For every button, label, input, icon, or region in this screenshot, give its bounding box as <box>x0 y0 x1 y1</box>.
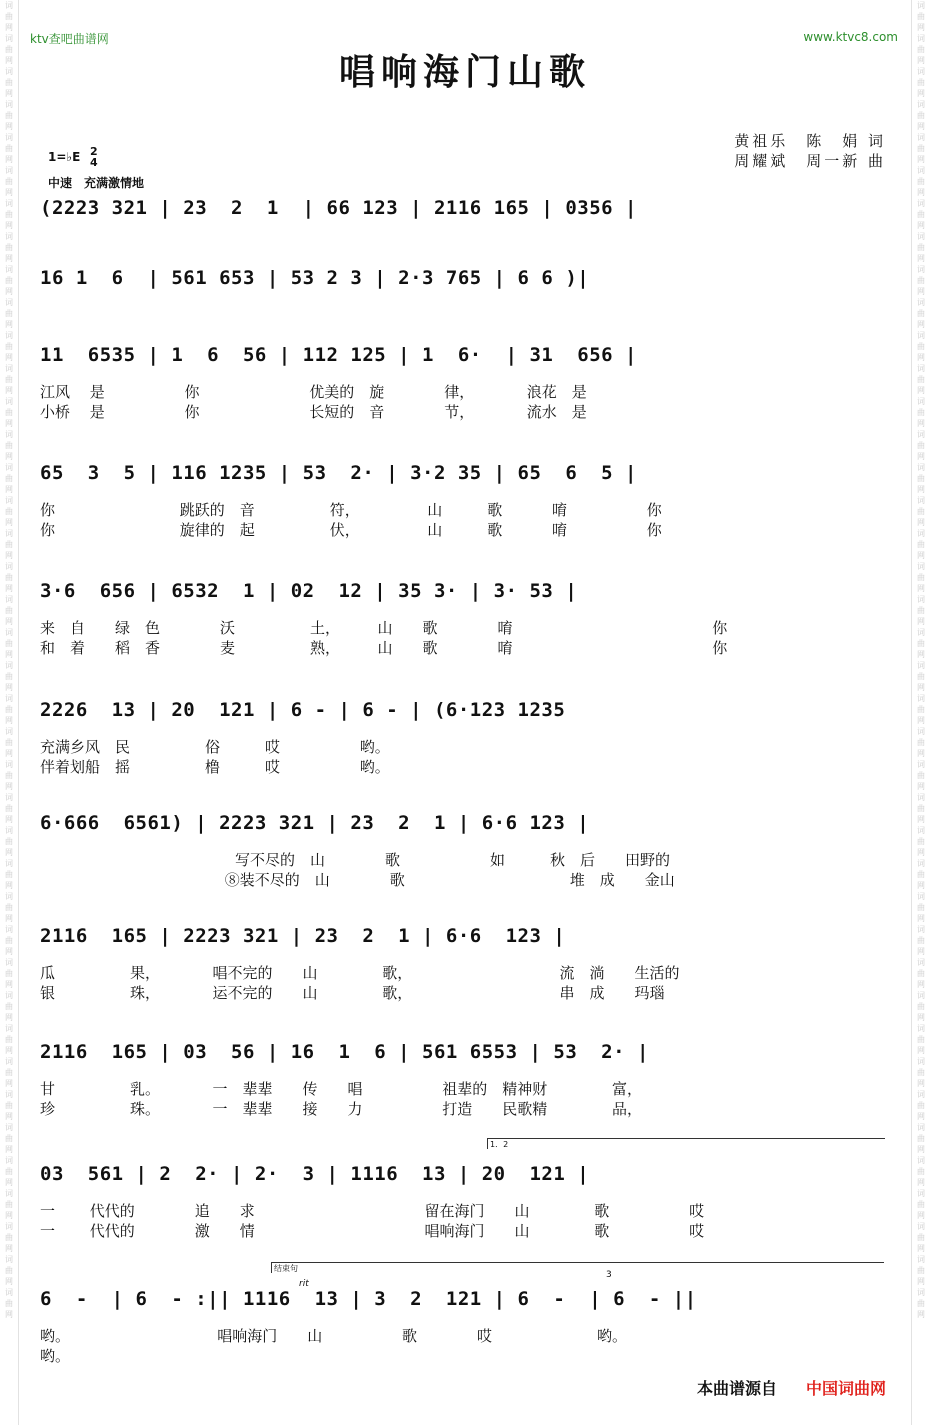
time-signature <box>90 146 98 168</box>
triplet-marking: 3 <box>606 1270 612 1280</box>
left-watermark-column: 词曲网词曲网词曲网词曲网词曲网词曲网词曲网词曲网词曲网词曲网词曲网词曲网词曲网词曲网词曲网词曲网词曲网词曲网词曲网词曲网词曲网词曲网词曲网词曲网词曲网词曲网词曲网词曲网词曲网词曲网词曲网词曲网词曲网词曲网词曲网词曲网词曲网词曲网词曲网词曲网 <box>5 1 13 1319</box>
lyric-line: 和 着 稻 香 麦 熟， 山 歌 唷 你 <box>40 639 728 657</box>
lyric-line: 一 代代的 追 求 留在海门 山 歌 哎 <box>40 1202 705 1220</box>
lyric-line: 银 珠， 运不完的 山 歌， 串 成 玛瑙 <box>40 984 665 1002</box>
notation-row: 65 3 5 | 116 1235 | 53 2· | 3·2 35 | 65 6 5 | <box>40 462 637 484</box>
top-right-watermark: www.ktvc8.com <box>803 30 898 44</box>
lyric-line: 一 代代的 激 情 唱响海门 山 歌 哎 <box>40 1222 705 1240</box>
source-note: 本曲谱源自 <box>697 1379 778 1398</box>
notation-row: (2223 321 | 23 2 1 | 66 123 | 2116 165 | 0356 | <box>40 197 637 219</box>
rit-marking: rit <box>299 1279 309 1289</box>
right-watermark-column: 词曲网词曲网词曲网词曲网词曲网词曲网词曲网词曲网词曲网词曲网词曲网词曲网词曲网词曲网词曲网词曲网词曲网词曲网词曲网词曲网词曲网词曲网词曲网词曲网词曲网词曲网词曲网词曲网词曲网词曲网词曲网词曲网词曲网词曲网词曲网词曲网词曲网词曲网词曲网词曲网 <box>917 1 925 1319</box>
lyricist-credit: 黄祖乐 陈 娟 词 <box>734 132 886 150</box>
lyric-line: ⑧装不尽的 山 歌 堆 成 金山 <box>40 871 675 889</box>
tempo-marking: 中速 充满激情地 <box>48 176 145 190</box>
key-signature: 1=♭E <box>48 150 81 164</box>
notation-row: 11 6535 | 1 6 56 | 112 125 | 1 6· | 31 656 | <box>40 344 637 366</box>
notation-row: 3·6 656 | 6532 1 | 02 12 | 35 3· | 3· 53 | <box>40 580 578 602</box>
song-title: 唱响海门山歌 <box>338 51 591 93</box>
top-left-watermark: ktv查吧曲谱网 <box>30 32 109 46</box>
lyric-line: 充满乡风 民 俗 哎 哟。 <box>40 738 390 756</box>
lyric-line: 哟。 <box>40 1347 71 1365</box>
notation-row: 03 561 | 2 2· | 2· 3 | 1116 13 | 20 121 | <box>40 1163 590 1185</box>
lyric-line: 瓜 果， 唱不完的 山 歌， 流 淌 生活的 <box>40 964 680 982</box>
lyric-line: 你 旋律的 起 伏， 山 歌 唷 你 <box>40 521 662 539</box>
lyric-line: 甘 乳。 一 辈辈 传 唱 祖辈的 精神财 富， <box>40 1080 643 1098</box>
lyric-line: 小桥 是 你 长短的 音 节， 流水 是 <box>40 403 587 421</box>
notation-row: 2116 165 | 2223 321 | 23 2 1 | 6·6 123 | <box>40 925 566 947</box>
lyric-line: 哟。 唱响海门 山 歌 哎 哟。 <box>40 1327 628 1345</box>
lyric-line: 江风 是 你 优美的 旋 律， 浪花 是 <box>40 383 587 401</box>
lyric-line: 写不尽的 山 歌 如 秋 后 田野的 <box>40 851 671 869</box>
notation-row: 2226 13 | 20 121 | 6 - | 6 - | (6·123 1235 <box>40 699 566 721</box>
lyric-line: 你 跳跃的 音 符， 山 歌 唷 你 <box>40 501 662 519</box>
lyric-line: 伴着划船 摇 橹 哎 哟。 <box>40 758 390 776</box>
notation-row: 2116 165 | 03 56 | 16 1 6 | 561 6553 | 53 2· | <box>40 1041 649 1063</box>
time-signature-bottom: 4 <box>90 156 98 169</box>
left-margin-line <box>18 0 19 1425</box>
coda-bracket: 结束句 <box>271 1262 884 1273</box>
notation-row: 6 - | 6 - :|| 1116 13 | 3 2 121 | 6 - | 6 - || <box>40 1288 697 1310</box>
composer-credit: 周耀斌 周一新 曲 <box>734 152 886 170</box>
lyric-line: 珍 珠。 一 辈辈 接 力 打造 民歌精 品， <box>40 1100 643 1118</box>
right-margin-line <box>911 0 912 1425</box>
source-site: 中国词曲网 <box>806 1379 887 1398</box>
volta-bracket: 1．2 <box>487 1138 885 1149</box>
lyric-line: 来 自 绿 色 沃 土， 山 歌 唷 你 <box>40 619 728 637</box>
time-signature-top: 2 <box>90 145 98 158</box>
notation-row: 16 1 6 | 561 653 | 53 2 3 | 2·3 765 | 6 6 )| <box>40 267 590 289</box>
notation-row: 6·666 6561) | 2223 321 | 23 2 1 | 6·6 123 | <box>40 812 590 834</box>
